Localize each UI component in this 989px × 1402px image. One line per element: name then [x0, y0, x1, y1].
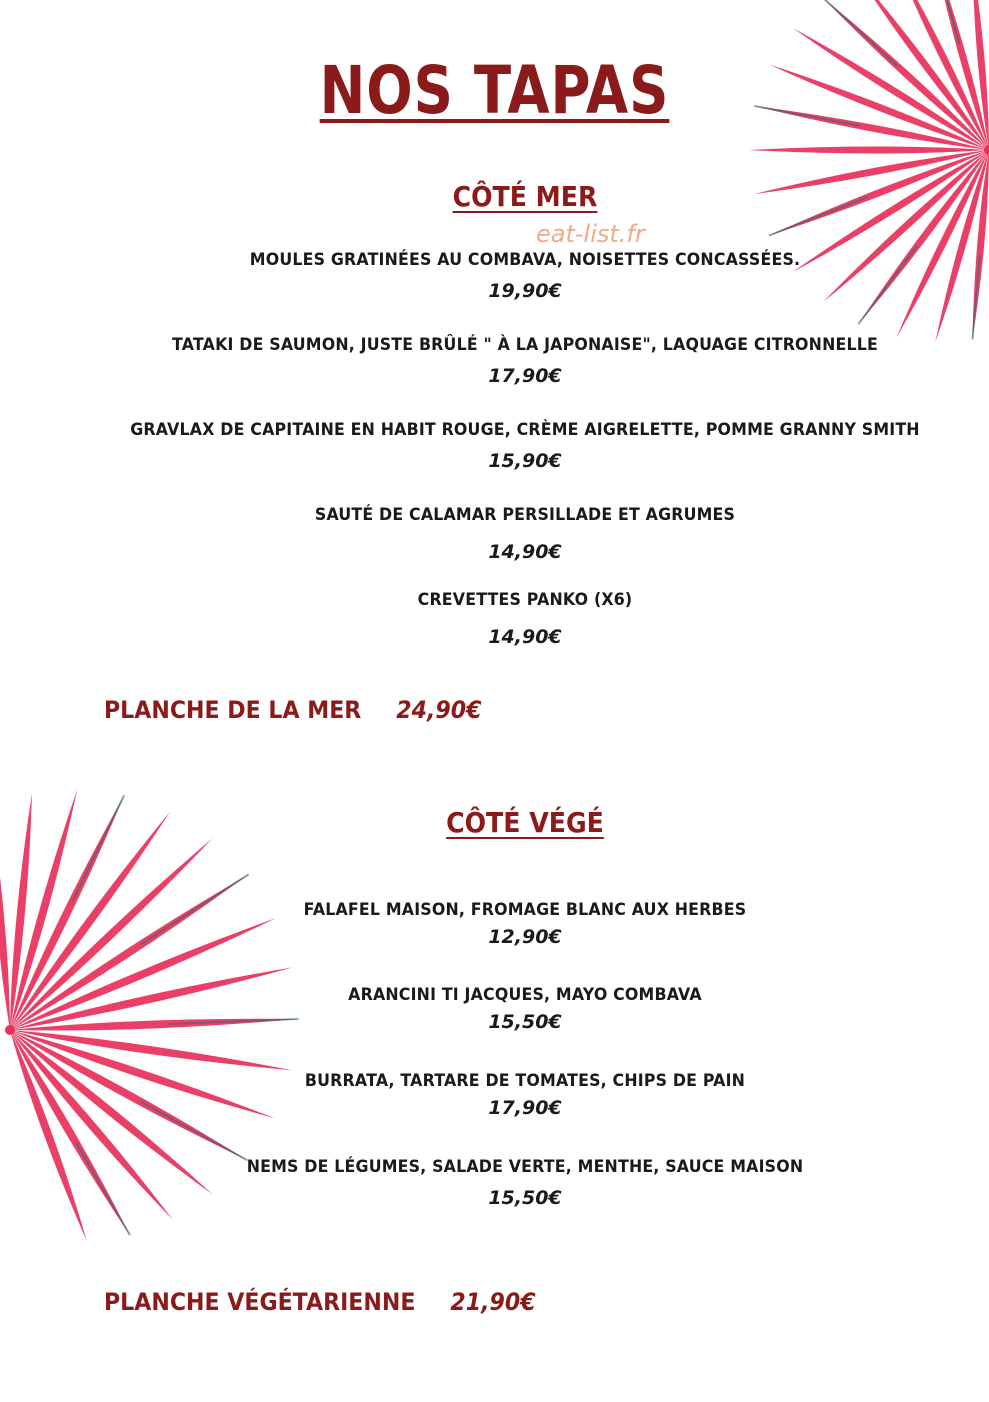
- item-price: 17,90€: [488, 365, 562, 387]
- planche-price: 21,90€: [450, 1288, 536, 1316]
- item-name: BURRATA, TARTARE DE TOMATES, CHIPS DE PAIN: [304, 1071, 746, 1091]
- item-name: FALAFEL MAISON, FROMAGE BLANC AUX HERBES: [303, 900, 747, 920]
- item-name: CREVETTES PANKO (X6): [417, 590, 633, 610]
- menu-item: [0, 985, 989, 1033]
- menu-item: [0, 1157, 989, 1209]
- section-title-vege: CÔTÉ VÉGÉ: [446, 806, 604, 839]
- menu-item: [0, 900, 989, 948]
- menu-item: [0, 1071, 989, 1119]
- item-name: SAUTÉ DE CALAMAR PERSILLADE ET AGRUMES: [314, 505, 736, 525]
- palm-frond: [972, 0, 989, 150]
- item-price: 14,90€: [488, 541, 562, 563]
- item-name: MOULES GRATINÉES AU COMBAVA, NOISETTES CONCASSÉES.: [249, 250, 801, 270]
- item-price: 12,90€: [488, 926, 562, 948]
- menu-item: [0, 505, 989, 563]
- item-price: 15,50€: [488, 1011, 562, 1033]
- menu-item: [0, 335, 989, 387]
- menu-item: [0, 420, 989, 472]
- menu-item: [0, 250, 989, 302]
- item-price: 17,90€: [488, 1097, 562, 1119]
- item-price: 15,90€: [488, 450, 562, 472]
- palm-frond: [749, 147, 989, 154]
- planche-label: PLANCHE VÉGÉTARIENNE: [104, 1288, 416, 1316]
- item-name: GRAVLAX DE CAPITAINE EN HABIT ROUGE, CRÈME AIGRELETTE, POMME GRANNY SMITH: [130, 420, 920, 440]
- item-name: TATAKI DE SAUMON, JUSTE BRÛLÉ " À LA JAPONAISE", LAQUAGE CITRONNELLE: [171, 335, 879, 355]
- item-name: NEMS DE LÉGUMES, SALADE VERTE, MENTHE, SAUCE MAISON: [246, 1157, 804, 1177]
- item-price: 19,90€: [488, 280, 562, 302]
- planche-price: 24,90€: [396, 696, 482, 724]
- planche-vege: [104, 1288, 536, 1316]
- section-title-mer: CÔTÉ MER: [452, 180, 598, 213]
- planche-label: PLANCHE DE LA MER: [104, 696, 362, 724]
- item-price: 15,50€: [488, 1187, 562, 1209]
- menu-item: [0, 590, 989, 648]
- item-name: ARANCINI TI JACQUES, MAYO COMBAVA: [348, 985, 702, 1005]
- planche-mer: [104, 696, 481, 724]
- item-price: 14,90€: [488, 626, 562, 648]
- menu-title: NOS TAPAS: [319, 52, 670, 129]
- watermark: eat-list.fr: [536, 220, 645, 248]
